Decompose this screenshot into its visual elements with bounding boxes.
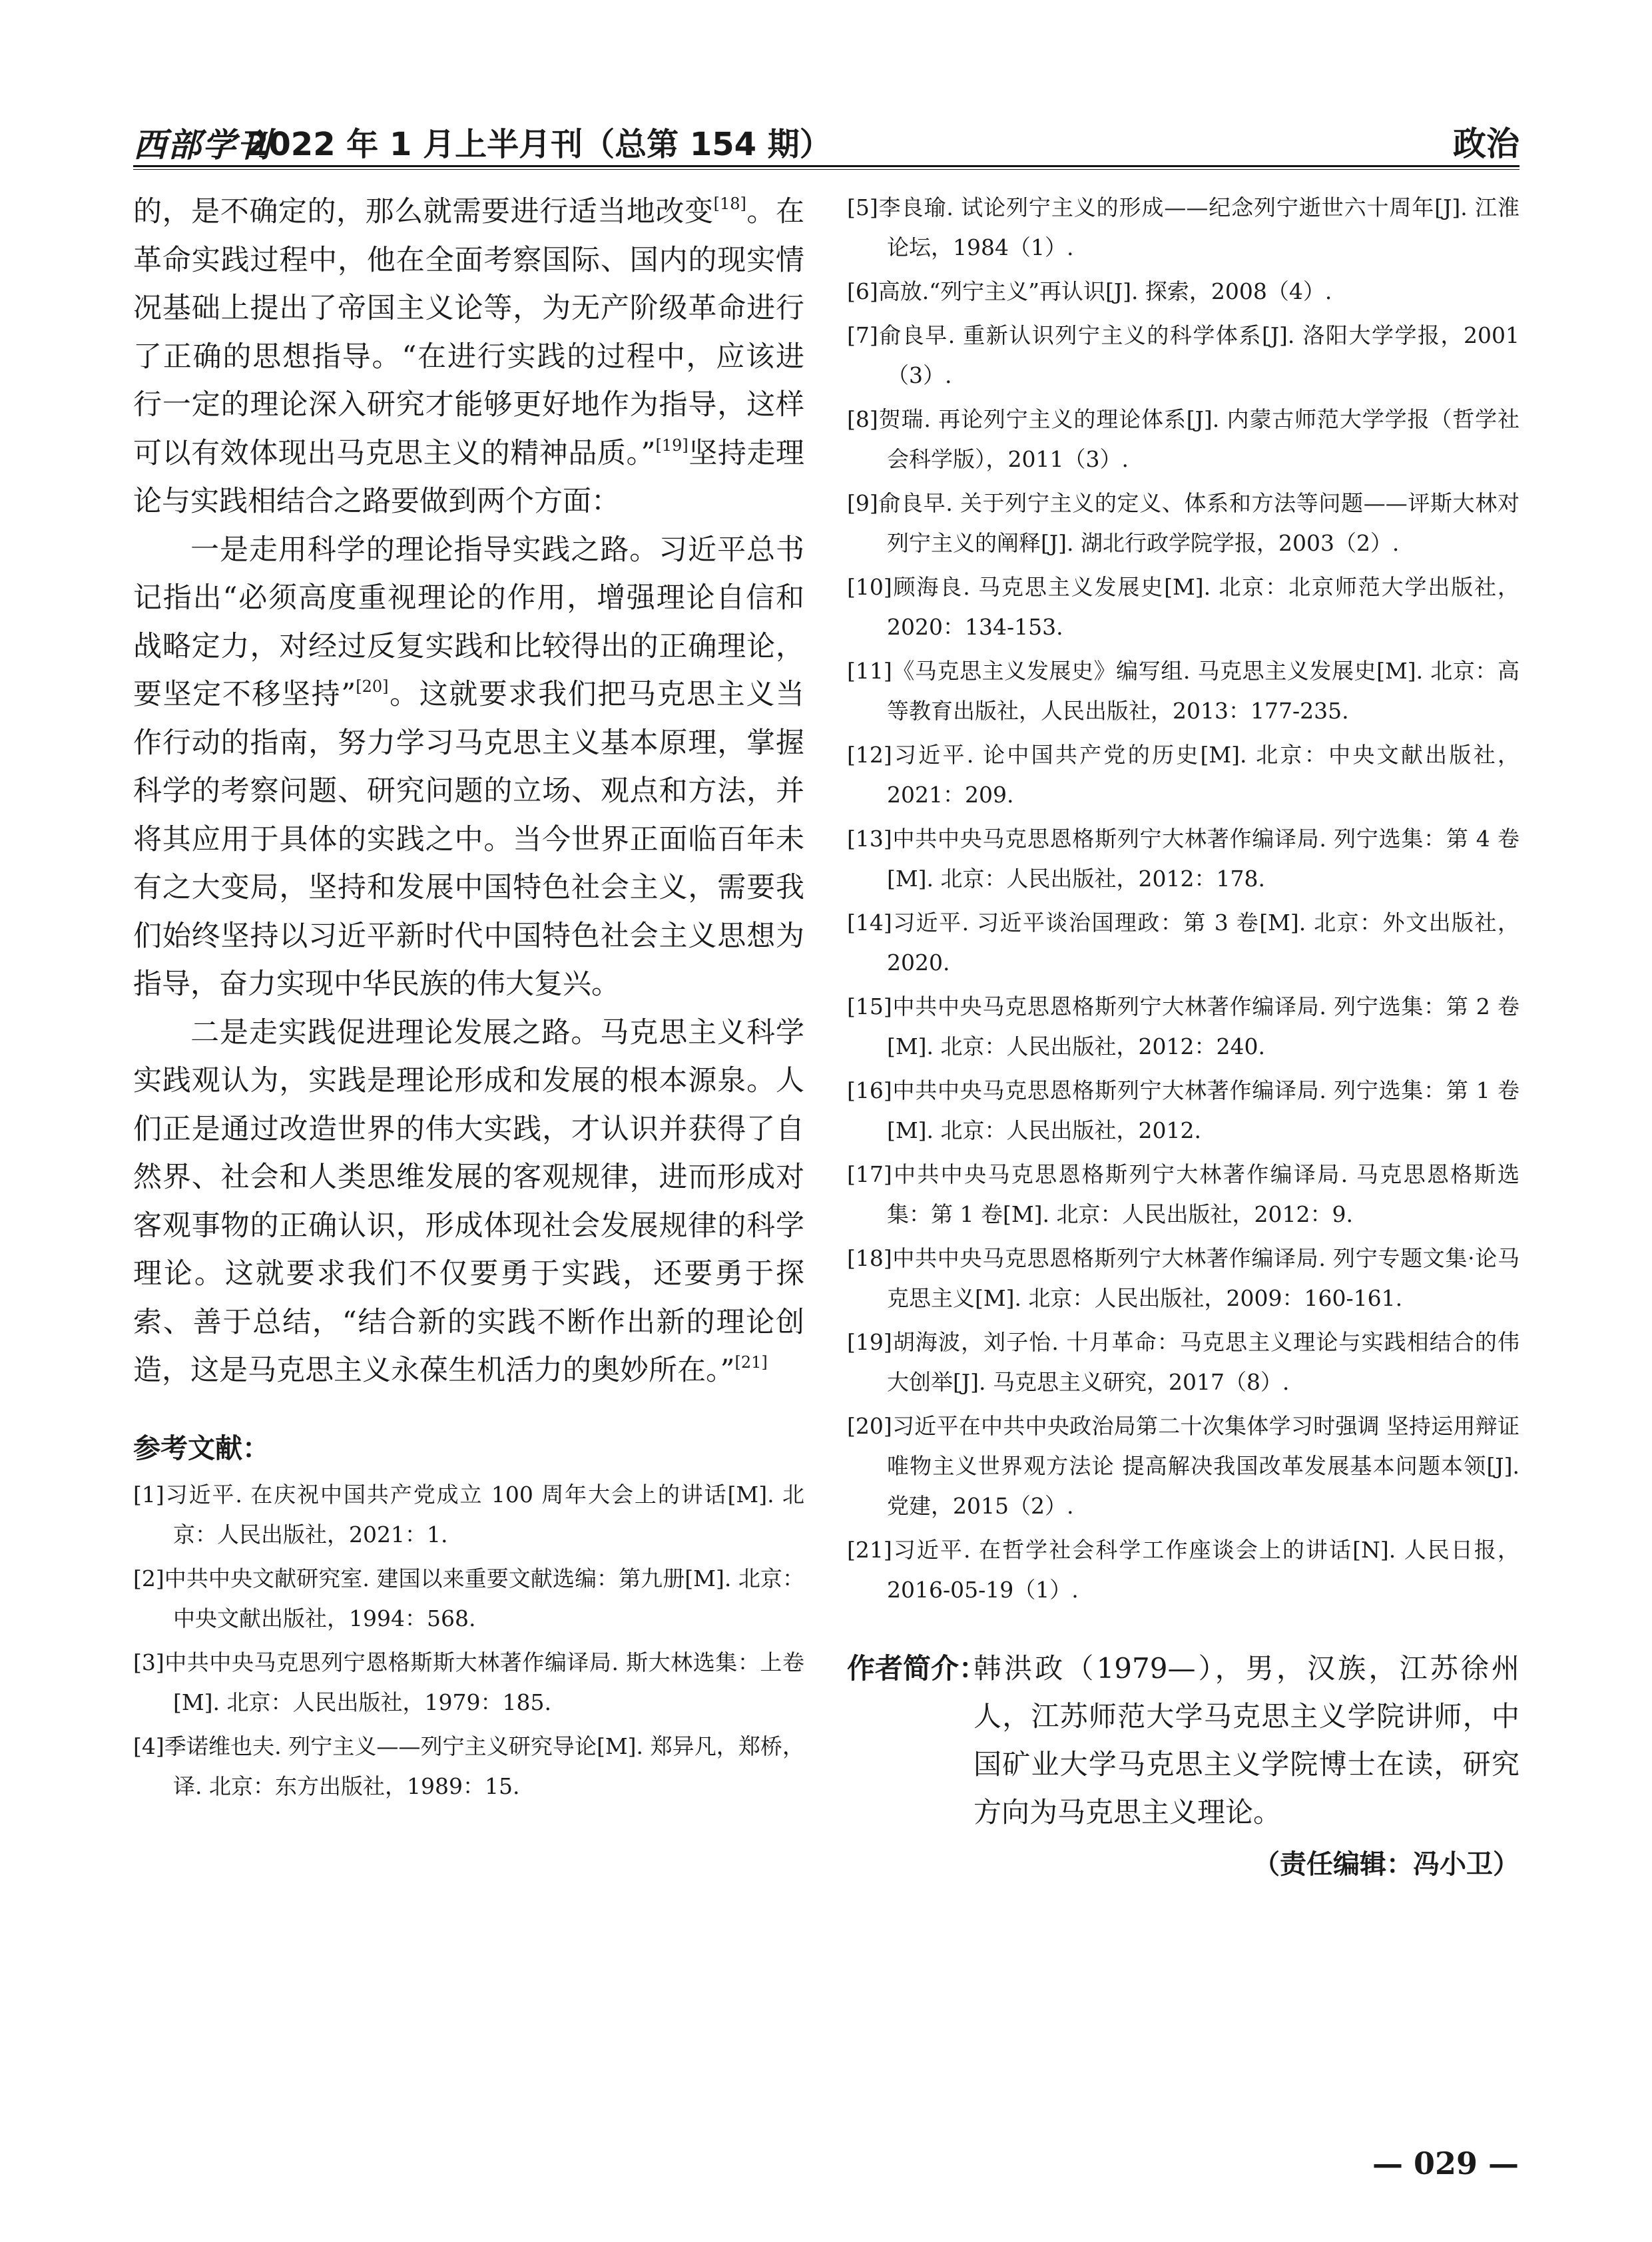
section-title: 政治 — [1453, 125, 1519, 163]
reference-item: [1]习近平. 在庆祝中国共产党成立 100 周年大会上的讲话[M]. 北京：人民出版社，2021：1. — [133, 1481, 804, 1547]
page-header — [133, 113, 1519, 166]
reference-item: [19]胡海波，刘子怡. 十月革命：马克思主义理论与实践相结合的伟大创举[J]. 马克思主义研究，2017（8）. — [847, 1329, 1519, 1395]
reference-item: [7]俞良早. 重新认识列宁主义的科学体系[J]. 洛阳大学学报，2001（3）. — [847, 322, 1519, 388]
right-column — [847, 188, 1519, 1614]
citation: [18] — [713, 194, 746, 213]
body-paragraph-2: 一是走用科学的理论指导实践之路。习近平总书记指出“必须高度重视理论的作用，增强理论自信和战略定力，对经过反复实践和比较得出的正确理论，要坚定不移坚持”[20]。这就要求我们把马克思主义当作行动的指南，努力学习马克思主义基本原理，掌握科学的考察问题、研究问题的立场、观点和方法，并将其应用于具体的实践之中。当今世界正面临百年未有之大变局，坚持和发展中国特色社会主义，需要我们始终坚持以习近平新时代中国特色社会主义思想为指导，奋力实现中华民族的伟大复兴。 — [133, 533, 804, 1001]
reference-item: [2]中共中央文献研究室. 建国以来重要文献选编：第九册[M]. 北京：中央文献出版社，1994：568. — [133, 1565, 804, 1631]
header-rule-thin — [133, 169, 1519, 170]
journal-logo: 西部学刊 — [133, 125, 272, 164]
citation: [20] — [356, 677, 389, 696]
reference-item: [13]中共中央马克思恩格斯列宁大林著作编译局. 列宁选集：第 4 卷[M]. 北京：人民出版社，2012：178. — [847, 826, 1519, 892]
author-text: 韩洪政（1979—），男，汉族，江苏徐州人，江苏师范大学马克思主义学院讲师，中国矿业大学马克思主义学院博士在读，研究方向为马克思主义理论。 — [973, 1652, 1519, 1828]
reference-item: [15]中共中央马克思恩格斯列宁大林著作编译局. 列宁选集：第 2 卷[M]. 北京：人民出版社，2012：240. — [847, 993, 1519, 1059]
reference-item: [3]中共中央马克思列宁恩格斯斯大林著作编译局. 斯大林选集：上卷[M]. 北京：人民出版社，1979：185. — [133, 1649, 804, 1715]
body-paragraph-3: 二是走实践促进理论发展之路。马克思主义科学实践观认为，实践是理论形成和发展的根本源泉。人们正是通过改造世界的伟大实践，才认识并获得了自然界、社会和人类思维发展的客观规律，进而形成对客观事物的正确认识，形成体现社会发展规律的科学理论。这就要求我们不仅要勇于实践，还要勇于探索、善于总结，“结合新的实践不断作出新的理论创造，这是马克思主义永葆生机活力的奥妙所在。”[21] — [133, 1015, 804, 1387]
reference-item: [20]习近平在中共中央政治局第二十次集体学习时强调 坚持运用辩证唯物主义世界观方法论 提高解决我国改革发展基本问题本领[J]. 党建，2015（2）. — [847, 1413, 1519, 1519]
page-number: — 029 — — [1372, 2145, 1519, 2181]
header-rule — [133, 165, 1519, 167]
author-label: 作者简介： — [847, 1652, 987, 1685]
reference-item: [12]习近平. 论中国共产党的历史[M]. 北京：中央文献出版社，2021：209. — [847, 742, 1519, 808]
reference-item: [4]季诺维也夫. 列宁主义——列宁主义研究导论[M]. 郑异凡，郑桥，译. 北京：东方出版社，1989：15. — [133, 1733, 804, 1799]
reference-item: [14]习近平. 习近平谈治国理政：第 3 卷[M]. 北京：外文出版社，2020. — [847, 910, 1519, 976]
references-heading: 参考文献： — [133, 1432, 270, 1464]
citation: [21] — [734, 1353, 768, 1372]
citation: [19] — [655, 435, 688, 455]
reference-item: [11]《马克思主义发展史》编写组. 马克思主义发展史[M]. 北京：高等教育出版社，人民出版社，2013：177-235. — [847, 658, 1519, 724]
author-bio — [847, 1645, 1519, 1888]
author-row — [847, 1645, 1519, 1836]
reference-item: [5]李良瑜. 试论列宁主义的形成——纪念列宁逝世六十周年[J]. 江淮论坛，1984（1）. — [847, 194, 1519, 260]
reference-item: [10]顾海良. 马克思主义发展史[M]. 北京：北京师范大学出版社，2020：134-153. — [847, 574, 1519, 640]
reference-item: [18]中共中央马克思恩格斯列宁大林著作编译局. 列宁专题文集·论马克思主义[M]. 北京：人民出版社，2009：160-161. — [847, 1245, 1519, 1311]
body-paragraph-1: 的，是不确定的，那么就需要进行适当地改变[18]。在革命实践过程中，他在全面考察国际、国内的现实情况基础上提出了帝国主义论等，为无产阶级革命进行了正确的思想指导。“在进行实践的过程中，应该进行一定的理论深入研究才能够更好地作为指导，这样可以有效体现出马克思主义的精神品质。”[19]坚持走理论与实践相结合之路要做到两个方面： — [133, 194, 805, 518]
reference-item: [6]高放.“列宁主义”再认识[J]. 探索，2008（4）. — [847, 278, 1332, 304]
reference-item: [21]习近平. 在哲学社会科学工作座谈会上的讲话[N]. 人民日报，2016-05-19（1）. — [847, 1537, 1519, 1603]
reference-item: [9]俞良早. 关于列宁主义的定义、体系和方法等问题——评斯大林对列宁主义的阐释[J]. 湖北行政学院学报，2003（2）. — [847, 490, 1519, 556]
reference-item: [8]贺瑞. 再论列宁主义的理论体系[J]. 内蒙古师范大学学报（哲学社会科学版），2011（3）. — [847, 406, 1519, 472]
reference-item: [16]中共中央马克思恩格斯列宁大林著作编译局. 列宁选集：第 1 卷[M]. 北京：人民出版社，2012. — [847, 1077, 1519, 1143]
left-column — [133, 188, 804, 1811]
editor-credit: （责任编辑：冯小卫） — [1253, 1849, 1519, 1880]
reference-item: [17]中共中央马克思恩格斯列宁大林著作编译局. 马克思恩格斯选集：第 1 卷[M]. 北京：人民出版社，2012：9. — [847, 1161, 1519, 1227]
issue-info: 2022 年 1 月上半月刊（总第 154 期） — [246, 126, 832, 163]
